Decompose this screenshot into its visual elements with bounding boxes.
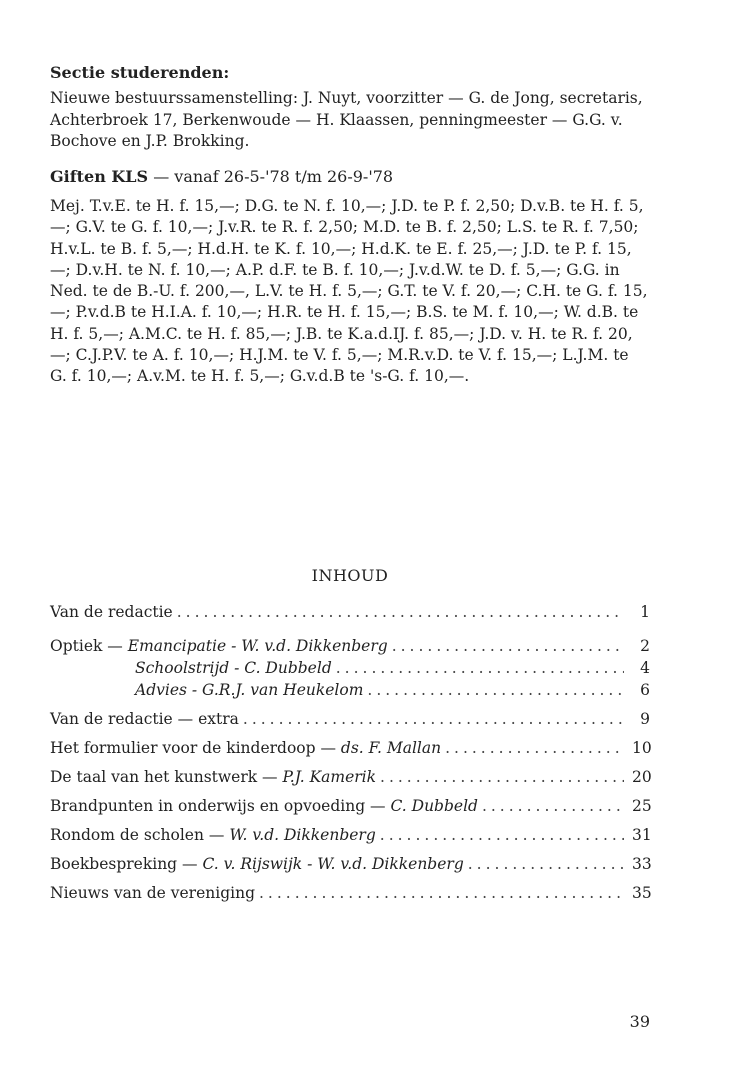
toc-entry-label: Boekbespreking — C. v. Rijswijk - W. v.d. Dikkenberg — [50, 855, 464, 873]
toc-entry — [50, 603, 650, 625]
sectie-body: Nieuwe bestuurssamenstelling: J. Nuyt, voorzitter — G. de Jong, secretaris, Achterbroek 17, Berkenwoude — H. Klaassen, penningmeester — G.G. v. Bochove en J.P. Brokking. — [50, 89, 643, 150]
toc-leader-dots — [445, 739, 624, 757]
toc-entry — [50, 637, 650, 659]
page-number: 39 — [629, 1012, 650, 1031]
toc-entry-label: Rondom de scholen — W. v.d. Dikkenberg — [50, 826, 376, 844]
toc-entry-label: Van de redactie — [50, 603, 173, 621]
toc-entry-page: 1 — [640, 603, 650, 621]
toc-entry-page: 10 — [632, 739, 652, 757]
toc-entry-page: 35 — [632, 884, 652, 902]
toc-entry-page: 31 — [632, 826, 652, 844]
toc-entry — [50, 710, 650, 732]
toc-entry-page: 33 — [632, 855, 652, 873]
toc-entry-label: Optiek — Emancipatie - W. v.d. Dikkenberg — [50, 637, 388, 655]
toc-leader-dots — [482, 797, 624, 815]
toc-leader-dots — [336, 659, 624, 677]
toc-entry-page: 6 — [640, 681, 650, 699]
toc-entry-label: Brandpunten in onderwijs en opvoeding — C. Dubbeld — [50, 797, 478, 815]
toc-leader-dots — [380, 826, 624, 844]
toc-entry-label: Nieuws van de vereniging — [50, 884, 255, 902]
toc-leader-dots — [177, 603, 624, 621]
toc-entry — [50, 826, 650, 848]
toc-entry — [50, 797, 650, 819]
toc-leader-dots — [392, 637, 624, 655]
giften-heading-rest: — vanaf 26-5-'78 t/m 26-9-'78 — [148, 167, 394, 186]
inhoud-title: INHOUD — [311, 566, 389, 585]
toc-entry — [135, 681, 650, 703]
toc-entry-page: 2 — [640, 637, 650, 655]
toc-entry-label: De taal van het kunstwerk — P.J. Kamerik — [50, 768, 377, 786]
sectie-heading: Sectie studerenden: — [50, 63, 230, 82]
toc-entry-page: 25 — [632, 797, 652, 815]
giften-heading-bold: Giften KLS — [50, 167, 149, 186]
toc-leader-dots — [367, 681, 624, 699]
toc-entry-page: 4 — [640, 659, 650, 677]
toc-leader-dots — [243, 710, 624, 728]
giften-body: Mej. T.v.E. te H. f. 15,—; D.G. te N. f. 10,—; J.D. te P. f. 2,50; D.v.B. te H. f. 5,—; G.V. te G. f. 10,—; J.v.R. te R. f. 2,50; M.D. te B. f. 2,50; L.S. te R. f. 7,50; H.v.L. te B. f. 5,—; H.d.H. te K. f. 10,—; H.d.K. te E. f. 25,—; J.D. te P. f. 15,—; D.v.H. te N. f. 10,—; A.P. d.F. te B. f. 10,—; J.v.d.W. te D. f. 5,—; G.G. in Ned. te de B.-U. f. 200,—, L.V. te H. f. 5,—; G.T. te V. f. 20,—; C.H. te G. f. 15,—; P.v.d.B te H.I.A. f. 10,—; H.R. te H. f. 15,—; B.S. te M. f. 10,—; W. d.B. te H. f. 5,—; A.M.C. te H. f. 85,—; J.B. te K.a.d.IJ. f. 85,—; J.D. v. H. te R. f. 20,—; C.J.P.V. te A. f. 10,—; H.J.M. te V. f. 5,—; M.R.v.D. te V. f. 15,—; L.J.M. te G. f. 10,—; A.v.M. te H. f. 5,—; G.v.d.B te 's-G. f. 10,—. — [50, 197, 648, 386]
toc-entry-label: Schoolstrijd - C. Dubbeld — [135, 659, 332, 677]
toc-entry — [50, 768, 650, 790]
toc-entry-label: Het formulier voor de kinderdoop — ds. F. Mallan — [50, 739, 442, 757]
giften-heading — [50, 167, 393, 186]
toc-entry — [50, 739, 650, 761]
toc-entry — [135, 659, 650, 681]
toc-entry — [50, 884, 650, 906]
toc-entry-page: 9 — [640, 710, 650, 728]
toc-entry-label: Advies - G.R.J. van Heukelom — [135, 681, 364, 699]
toc-leader-dots — [380, 768, 624, 786]
toc-entry-page: 20 — [632, 768, 652, 786]
toc-leader-dots — [259, 884, 624, 902]
toc-entry — [50, 855, 650, 877]
toc-leader-dots — [468, 855, 624, 873]
toc-entry-label: Van de redactie — extra — [50, 710, 239, 728]
